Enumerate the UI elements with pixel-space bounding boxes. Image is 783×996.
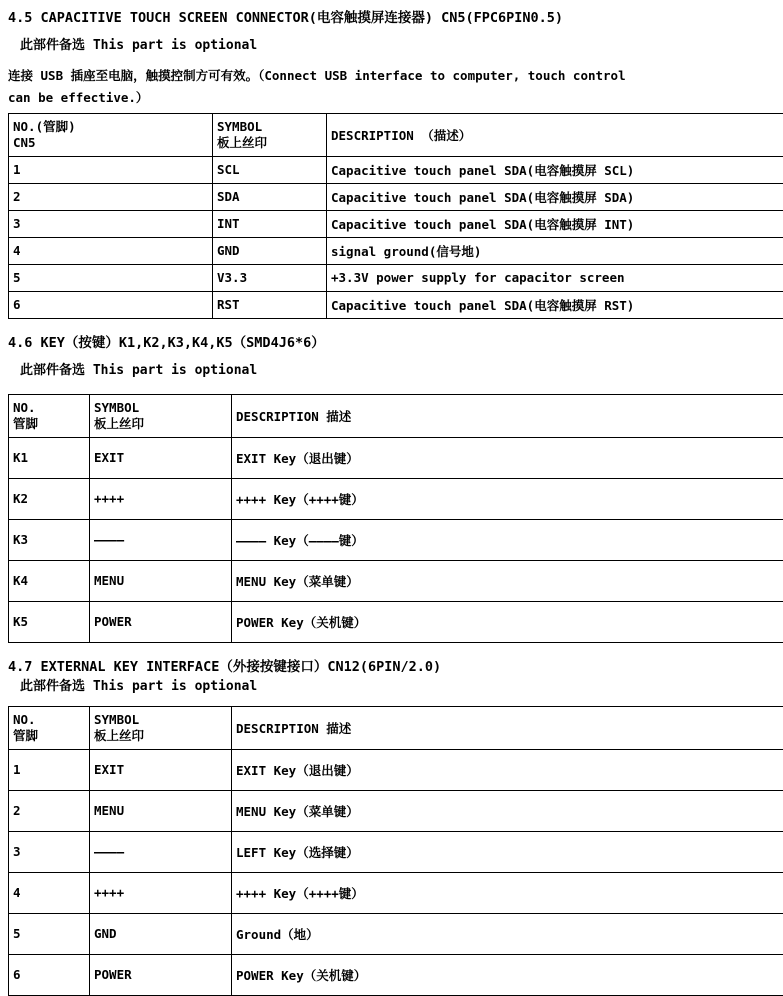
- cell-no: K5: [9, 601, 90, 642]
- table-row: [9, 601, 783, 642]
- cell-no: K2: [9, 478, 90, 519]
- table-row: [9, 749, 783, 790]
- spacer: [0, 382, 783, 390]
- header-no: [9, 113, 213, 156]
- header-symbol-line1: SYMBOL: [217, 119, 322, 135]
- table-row: [9, 437, 783, 478]
- cell-description: signal ground(信号地): [327, 237, 783, 264]
- spacer: [0, 319, 783, 333]
- cell-symbol: ++++: [90, 872, 232, 913]
- cell-symbol: MENU: [90, 790, 232, 831]
- cell-no: K1: [9, 437, 90, 478]
- cell-symbol: ++++: [90, 478, 232, 519]
- header-description: DESCRIPTION （描述）: [327, 113, 783, 156]
- header-symbol: [90, 706, 232, 749]
- spacer: [0, 57, 783, 65]
- table-key: [8, 394, 783, 643]
- section-heading-4-5: 4.5 CAPACITIVE TOUCH SCREEN CONNECTOR(电容触摸屏连接器) CN5(FPC6PIN0.5): [8, 8, 783, 28]
- header-description: DESCRIPTION 描述: [232, 394, 783, 437]
- spacer: [0, 28, 783, 36]
- table-capacitive-touch-connector: [8, 113, 783, 319]
- header-symbol-line1: SYMBOL: [94, 400, 227, 416]
- cell-description: +3.3V power supply for capacitor screen: [327, 264, 783, 291]
- header-no-line1: NO.(管脚): [13, 119, 208, 135]
- header-symbol: [90, 394, 232, 437]
- cell-no: 2: [9, 183, 213, 210]
- cell-description: Capacitive touch panel SDA(电容触摸屏 SCL): [327, 156, 783, 183]
- header-symbol-line2: 板上丝印: [217, 135, 322, 151]
- table-external-key-interface: [8, 706, 783, 996]
- table-row: [9, 156, 783, 183]
- table-row: [9, 831, 783, 872]
- usb-note-line-2: can be effective.）: [8, 87, 783, 109]
- spacer: [0, 353, 783, 361]
- cell-symbol: GND: [90, 913, 232, 954]
- table-row: [9, 560, 783, 601]
- table-header-row: [9, 706, 783, 749]
- cell-no: 4: [9, 237, 213, 264]
- table-row: [9, 183, 783, 210]
- cell-symbol: EXIT: [90, 749, 232, 790]
- cell-description: ++++ Key（++++键）: [232, 478, 783, 519]
- cell-no: K4: [9, 560, 90, 601]
- cell-symbol: SCL: [213, 156, 327, 183]
- table-row: [9, 291, 783, 318]
- optional-note-4-7: 此部件备选 This part is optional: [20, 677, 783, 698]
- cell-description: EXIT Key（退出键）: [232, 437, 783, 478]
- cell-no: 3: [9, 210, 213, 237]
- usb-note-line-1: 连接 USB 插座至电脑，触摸控制方可有效。（Connect USB interface to computer, touch control: [8, 65, 783, 87]
- cell-no: 5: [9, 264, 213, 291]
- table-header-row: [9, 113, 783, 156]
- table-header-row: [9, 394, 783, 437]
- cell-symbol: POWER: [90, 601, 232, 642]
- optional-note-4-6: 此部件备选 This part is optional: [20, 361, 783, 382]
- table-row: [9, 519, 783, 560]
- cell-description: Ground（地）: [232, 913, 783, 954]
- header-no: [9, 706, 90, 749]
- cell-no: 3: [9, 831, 90, 872]
- top-spacer: [0, 0, 783, 8]
- section-heading-4-7: 4.7 EXTERNAL KEY INTERFACE（外接按键接口）CN12(6PIN/2.0): [8, 657, 783, 677]
- cell-symbol: POWER: [90, 954, 232, 995]
- table-row: [9, 790, 783, 831]
- cell-description: MENU Key（菜单键）: [232, 790, 783, 831]
- cell-no: 4: [9, 872, 90, 913]
- header-description: DESCRIPTION 描述: [232, 706, 783, 749]
- header-symbol: [213, 113, 327, 156]
- header-no-line2: 管脚: [13, 416, 85, 432]
- cell-no: 2: [9, 790, 90, 831]
- spacer: [0, 643, 783, 657]
- cell-description: Capacitive touch panel SDA(电容触摸屏 SDA): [327, 183, 783, 210]
- cell-no: 6: [9, 954, 90, 995]
- section-heading-4-6: 4.6 KEY（按键）K1,K2,K3,K4,K5（SMD4J6*6）: [8, 333, 783, 353]
- cell-description: ———— Key（————键）: [232, 519, 783, 560]
- cell-description: MENU Key（菜单键）: [232, 560, 783, 601]
- cell-no: 5: [9, 913, 90, 954]
- header-no-line2: CN5: [13, 135, 208, 151]
- table-row: [9, 478, 783, 519]
- cell-symbol: EXIT: [90, 437, 232, 478]
- cell-symbol: ————: [90, 831, 232, 872]
- table-row: [9, 954, 783, 995]
- cell-description: POWER Key（关机键）: [232, 601, 783, 642]
- header-symbol-line1: SYMBOL: [94, 712, 227, 728]
- cell-symbol: RST: [213, 291, 327, 318]
- header-no-line2: 管脚: [13, 728, 85, 744]
- cell-symbol: SDA: [213, 183, 327, 210]
- cell-description: ++++ Key（++++键）: [232, 872, 783, 913]
- cell-no: 1: [9, 749, 90, 790]
- table-row: [9, 913, 783, 954]
- table-row: [9, 210, 783, 237]
- cell-description: EXIT Key（退出键）: [232, 749, 783, 790]
- header-no: [9, 394, 90, 437]
- cell-symbol: V3.3: [213, 264, 327, 291]
- cell-description: POWER Key（关机键）: [232, 954, 783, 995]
- cell-no: K3: [9, 519, 90, 560]
- spacer: [0, 698, 783, 702]
- header-no-line1: NO.: [13, 400, 85, 416]
- optional-note-4-5: 此部件备选 This part is optional: [20, 36, 783, 57]
- cell-symbol: INT: [213, 210, 327, 237]
- header-symbol-line2: 板上丝印: [94, 416, 227, 432]
- cell-description: Capacitive touch panel SDA(电容触摸屏 INT): [327, 210, 783, 237]
- cell-symbol: MENU: [90, 560, 232, 601]
- cell-description: LEFT Key（选择键）: [232, 831, 783, 872]
- cell-symbol: GND: [213, 237, 327, 264]
- header-symbol-line2: 板上丝印: [94, 728, 227, 744]
- cell-description: Capacitive touch panel SDA(电容触摸屏 RST): [327, 291, 783, 318]
- header-no-line1: NO.: [13, 712, 85, 728]
- table-row: [9, 237, 783, 264]
- cell-no: 6: [9, 291, 213, 318]
- cell-no: 1: [9, 156, 213, 183]
- table-row: [9, 264, 783, 291]
- table-row: [9, 872, 783, 913]
- cell-symbol: ————: [90, 519, 232, 560]
